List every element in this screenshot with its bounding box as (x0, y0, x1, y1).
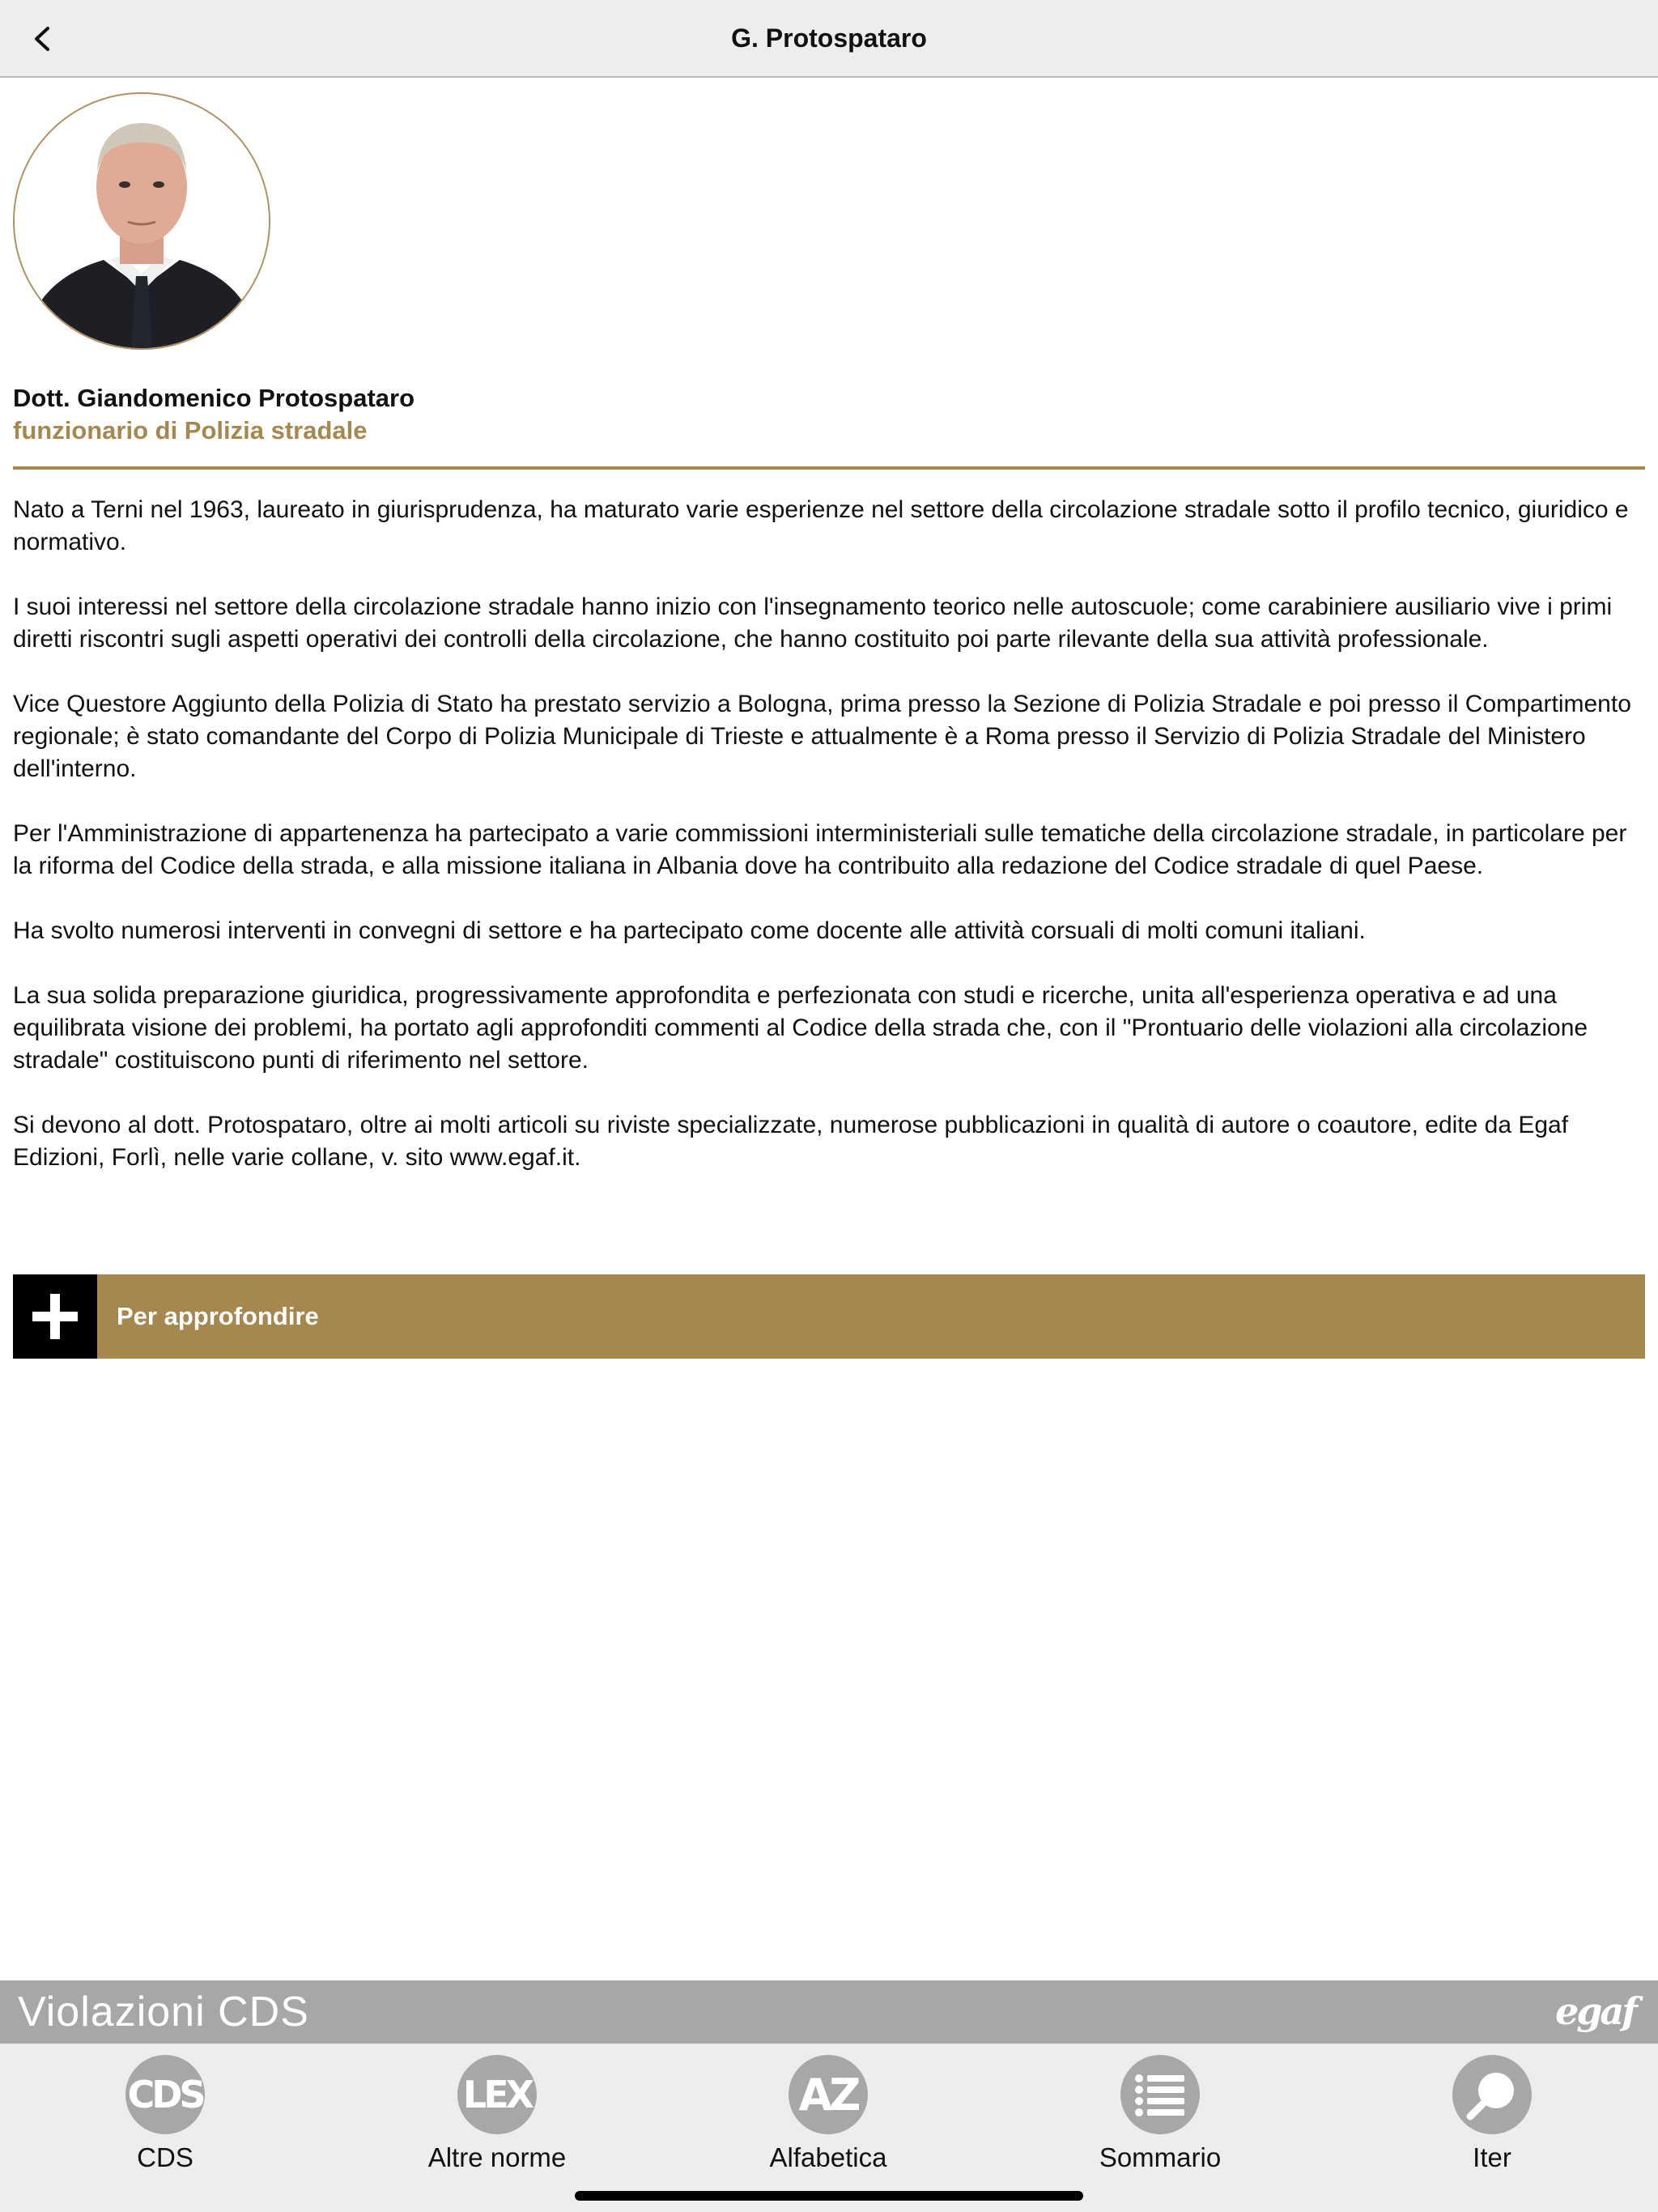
tab-label: Iter (1473, 2142, 1511, 2172)
az-icon: AZ (789, 2055, 868, 2134)
bio-paragraph: Ha svolto numerosi interventi in convegni di settore e ha partecipato come docente alle attività corsuali di molti comuni italiani. (13, 917, 1366, 944)
tab-label: Alfabetica (769, 2142, 887, 2172)
list-icon (1120, 2055, 1200, 2134)
divider (13, 466, 1645, 470)
nav-header (0, 0, 1658, 78)
bio-paragraph: Per l'Amministrazione di appartenenza ha partecipato a varie commissioni interministeriali sulle tematiche della circolazione stradale, in particolare per la riforma del Codice della strada, e alla missione italiana in Albania dove ha contribuito alla redazione del Codice stradale di quel Paese. (13, 820, 1627, 879)
app-bar (0, 1980, 1658, 2044)
profile-name: Dott. Giandomenico Protospataro (13, 384, 415, 412)
avatar (13, 92, 270, 350)
profile-role: funzionario di Polizia stradale (13, 416, 368, 445)
lex-icon: LEX (457, 2055, 537, 2134)
tab-cds[interactable] (44, 2055, 287, 2201)
person-portrait-icon (15, 94, 269, 348)
tab-altre-norme[interactable] (376, 2055, 619, 2201)
tab-bar (0, 2044, 1658, 2212)
home-indicator[interactable] (575, 2191, 1083, 2201)
cds-icon: CDS (125, 2055, 205, 2134)
tab-label: Sommario (1099, 2142, 1222, 2172)
tab-label: Altre norme (427, 2142, 567, 2172)
more-info-label: Per approfondire (117, 1302, 319, 1330)
tab-iter[interactable] (1371, 2055, 1613, 2201)
biography (13, 494, 1640, 1206)
page-title: G. Protospataro (731, 23, 927, 53)
bio-paragraph: Vice Questore Aggiunto della Polizia di Stato ha prestato servizio a Bologna, prima presso la Sezione di Polizia Stradale e poi presso il Compartimento regionale; è stato comandante del Corpo di Polizia Municipale di Trieste e attualmente è a Roma presso il Servizio di Polizia Stradale del Ministero dell'interno. (13, 691, 1631, 782)
bio-paragraph: I suoi interessi nel settore della circolazione stradale hanno inizio con l'insegnamento teorico nelle autoscuole; come carabiniere ausiliario vive i primi diretti riscontri sugli aspetti operativi dei controlli della circolazione, che hanno costituito poi parte rilevante della sua attività professionale. (13, 593, 1613, 653)
more-info-button[interactable] (13, 1274, 1645, 1359)
bio-paragraph: Nato a Terni nel 1963, laureato in giurisprudenza, ha maturato varie esperienze nel settore della circolazione stradale sotto il profilo tecnico, giuridico e normativo. (13, 496, 1629, 555)
tab-sommario[interactable] (1039, 2055, 1282, 2201)
tab-alfabetica[interactable] (707, 2055, 950, 2201)
plus-icon (13, 1274, 97, 1359)
magnifier-icon (1452, 2055, 1532, 2134)
bio-paragraph: La sua solida preparazione giuridica, progressivamente approfondita e perfezionata con studi e ricerche, unita all'esperienza operativa e ad una equilibrata visione dei problemi, ha portato agli approfonditi commenti al Codice della strada che, con il "Prontuario delle violazioni alla circolazione stradale" costituiscono punti di riferimento nel settore. (13, 982, 1588, 1074)
bio-paragraph: Si devono al dott. Protospataro, oltre ai molti articoli su riviste specializzate, numerose pubblicazioni in qualità di autore o coautore, edite da Egaf Edizioni, Forlì, nelle varie collane, v. sito www.egaf.it. (13, 1112, 1569, 1171)
tab-label: CDS (137, 2142, 193, 2172)
app-title: Violazioni CDS (18, 1989, 309, 2035)
egaf-logo: egaf (1554, 1989, 1635, 2033)
